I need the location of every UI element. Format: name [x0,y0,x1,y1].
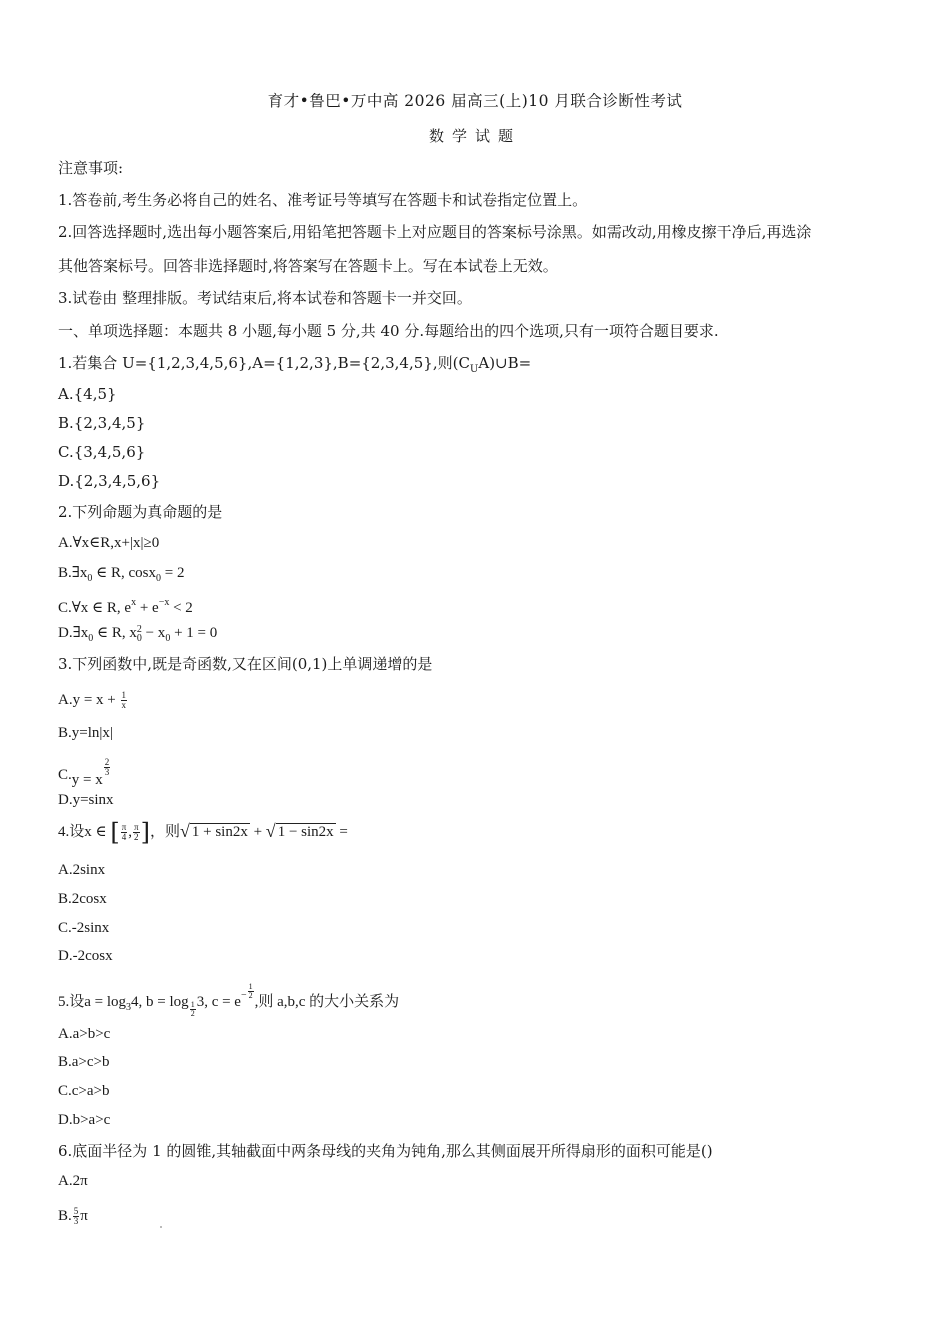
question-1-stem: 1.若集合 U={1,2,3,4,5,6},A={1,2,3},B={2,3,4,5},则$(C_UA)\cup B=$ [58,354,532,375]
question-5-option-c: C.c>a>b [58,1083,110,1099]
scan-speck [160,1226,162,1228]
exam-subtitle: 数学试题 [428,127,521,145]
notes-item-2-line-2: 其他答案标号。回答非选择题时,将答案写在答题卡上。写在本试卷上无效。 [58,257,558,275]
exam-title: 育才•鲁巴•万中高 2026 届高三(上)10 月联合诊断性考试 [267,92,683,110]
section-1-heading: 一、单项选择题：本题共 8 小题,每小题 5 分,共 40 分.每题给出的四个选项,只有一项符合题目要求. [58,322,719,340]
question-2-option-c: C.∀x ∈ R, $e^x + e^{-x} < 2$ [58,597,193,616]
question-4-option-a: A.2sinx [58,862,106,878]
question-4-stem: 4.设x ∈ [ $\frac{\pi}{4}$ , $\frac{\pi}{2}$ ]，则√ 1 + sin2x + √ 1 − sin2x = [58,818,348,847]
question-2-option-d: $D.\exists x_0$ ∈ R, x 2 0 − $x_0 + 1 = 0$ [58,623,218,644]
question-4-option-d: D.-2cosx [58,948,113,964]
notes-item-3: 3.试卷由 整理排版。考试结束后,将本试卷和答题卡一并交回。 [58,289,472,307]
question-2-option-b: $B.\exists x_0$ ∈ R, cosx$_0$ = 2 [58,565,185,584]
question-3-option-d: D.y=sinx [58,792,114,808]
question-1-option-d: D.{2,3,4,5,6} [58,472,161,490]
question-5-option-a: A.a>b>c [58,1026,111,1042]
question-1-option-b: B.{2,3,4,5} [58,414,146,432]
notes-item-1: 1.答卷前,考生务必将自己的姓名、准考证号等填写在答题卡和试卷指定位置上。 [58,191,588,209]
question-2-stem: 2.下列命题为真命题的是 [58,503,223,521]
question-3-option-a: A.y = x + $\frac{1}{x}$ [58,690,127,711]
question-6-stem: 6.底面半径为 1 的圆锥,其轴截面中两条母线的夹角为钝角,那么其侧面展开所得扇形的面积可能是() [58,1142,713,1160]
question-1-option-a: A.{4,5} [58,385,117,403]
notes-item-2-line-1: 2.回答选择题时,选出每小题答案后,用铅笔把答题卡上对应题目的答案标号涂黑。如需改动,用橡皮擦干净后,再选涂 [58,223,812,241]
question-4-option-b: B.2cosx [58,891,107,907]
question-4-option-c: C.-2sinx [58,920,110,936]
question-3-option-b: B.y=ln|x| [58,725,113,741]
question-5-stem: 5.设$a = \log_34$, b = log $\frac{1}{2}$ 3, c = e− $\frac{1}{2}$ ,则 a,b,c 的大小关系为 [58,982,400,1018]
question-6-option-b: B. $\frac{5}{3}$ π [58,1206,88,1227]
question-5-option-d: D.b>a>c [58,1112,111,1128]
question-1-option-c: C.{3,4,5,6} [58,443,146,461]
notes-heading: 注意事项: [58,159,124,177]
question-2-option-a: A.∀x∈R,x+|x|≥0 [58,535,160,551]
question-3-option-c: C.y = x $\frac{2}{3}$ [58,757,110,788]
question-5-option-b: B.a>c>b [58,1054,110,1070]
question-6-option-a: A.2π [58,1173,88,1189]
question-3-stem: 3.下列函数中,既是奇函数,又在区间(0,1)上单调递增的是 [58,655,433,673]
